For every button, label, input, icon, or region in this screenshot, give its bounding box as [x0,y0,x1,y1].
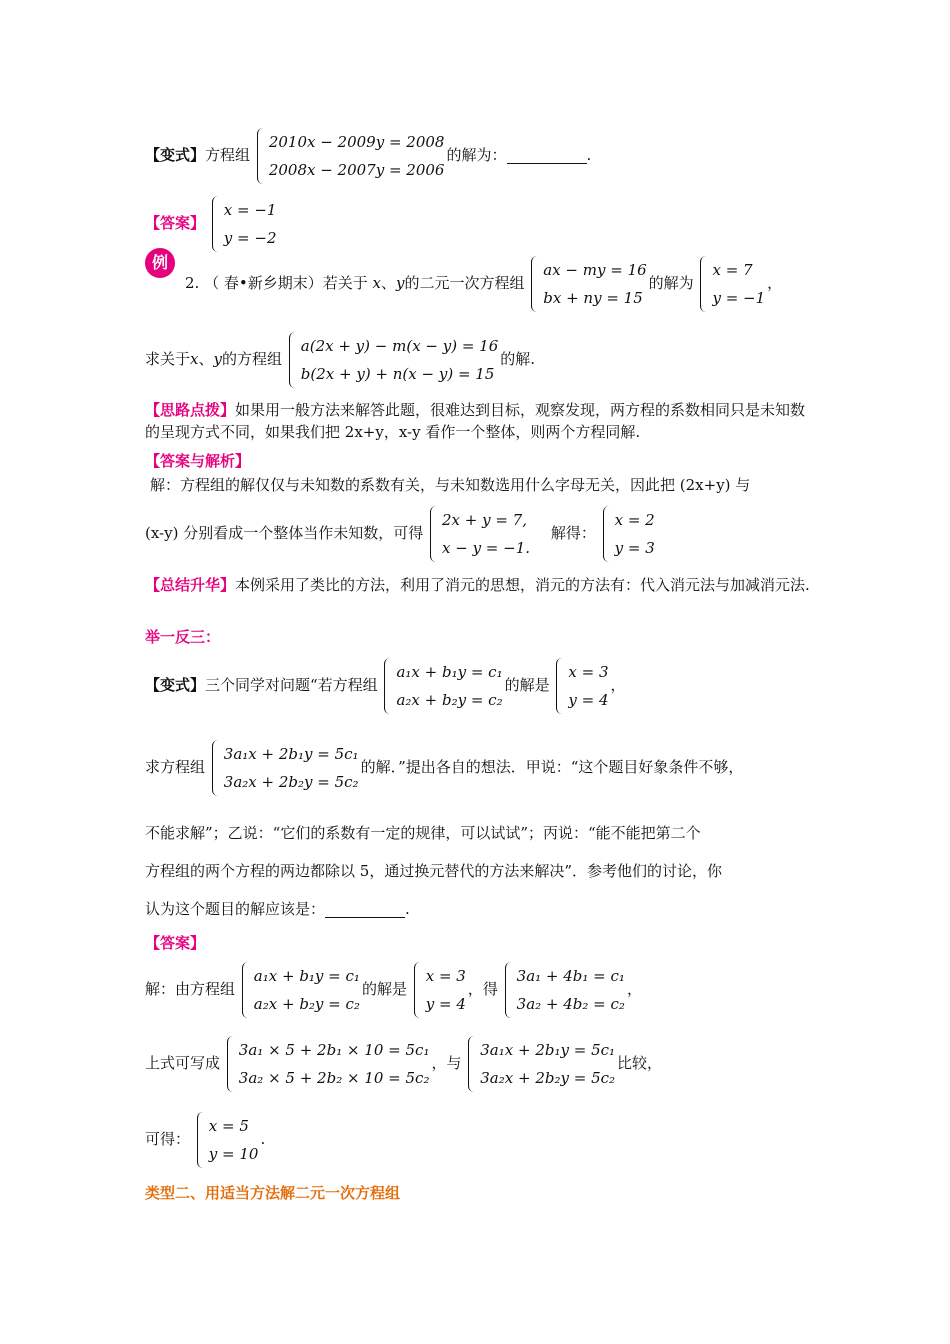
example-2-line-2 [145,332,535,388]
summary-tag: 【总结升华】 [145,576,236,594]
variant-text: 的解为： [446,146,507,164]
example-number: 2. [185,274,200,292]
equation: 3a₂x + 2b₂y = 5c₂ [223,773,359,791]
answer-tag: 【答案】 [145,934,206,952]
equation: 3a₂x + 2b₂y = 5c₂ [480,1069,616,1087]
equation-system [289,332,499,388]
period: . [405,900,410,918]
equation-system [531,256,646,312]
variant-tag: 【变式】 [145,676,206,694]
analysis-text: 解：方程组的解仅仅与未知数的系数有关，与未知数选用什么字母无关，因此把 (2x+y) 与 [150,476,751,494]
answer-text: 的解是 [361,980,407,998]
equation: 2010x − 2009y = 2008 [268,133,445,151]
separator: 、 [380,274,396,292]
equation: x = 5 [208,1117,249,1135]
equation: 3a₂ + 4b₂ = c₂ [516,995,625,1013]
equation: 3a₁x + 2b₁y = 5c₁ [223,745,359,763]
answer-text: 可得： [145,1130,191,1148]
solution-system [414,962,466,1018]
equation: b(2x + y) + n(x − y) = 15 [300,365,495,383]
analysis-line-1 [150,474,750,496]
answer-1 [145,196,279,252]
equation: x = 3 [568,663,609,681]
solution-system [603,506,655,562]
answer-2-line-2 [145,1036,662,1092]
analysis-line-2 [145,506,657,562]
equation: a₁x + b₁y = c₁ [396,663,503,681]
equation-system [430,506,530,562]
answer-text: 解：由方程组 [145,980,236,998]
equation-system [257,128,445,184]
equation-system [242,962,360,1018]
equation-system [212,740,359,796]
example-text: 的解. [500,350,536,368]
equation: 3a₁ + 4b₁ = c₁ [516,967,625,985]
var-x: x [372,274,381,292]
equation-system [505,962,625,1018]
equation: a₂x + b₂y = c₂ [253,995,360,1013]
section-title-text: 类型二、用适当方法解二元一次方程组 [145,1184,401,1202]
analysis-text: (x-y) 分别看成一个整体当作未知数，可得 [145,524,424,542]
solution-system [556,658,608,714]
variant-text: 不能求解”；乙说：“它们的系数有一定的规律，可以试试”；丙说：“能不能把第二个 [145,824,701,842]
solution-system [212,196,277,252]
variant-tag: 【变式】 [145,146,206,164]
variant-2-line-2 [145,740,743,796]
equation: 3a₁x + 2b₁y = 5c₁ [480,1041,616,1059]
answer-2-line-1 [145,962,642,1018]
solution-system [197,1112,259,1168]
answer-text: 比较， [617,1054,663,1072]
equation: 3a₁ × 5 + 2b₁ × 10 = 5c₁ [238,1041,430,1059]
variant-2-line-4 [145,860,722,882]
equation: ax − my = 16 [543,261,647,279]
summary-text: 本例采用了类比的方法，利用了消元的思想，消元的方法有：代入消元法与加减消元法. [235,576,810,594]
equation: x − y = −1. [442,539,531,557]
hint-paragraph [145,399,810,443]
var-x: x [190,350,199,368]
solution-system [700,256,765,312]
answer-blank [507,149,587,164]
equation: a₂x + b₂y = c₂ [396,691,503,709]
comma: ， [767,274,783,292]
practice-title [145,626,220,648]
practice-title-text: 举一反三： [145,628,221,646]
example-text: 求关于 [145,350,191,368]
variant-2-line-1 [145,658,626,714]
summary-paragraph [145,574,810,596]
equation: y = −1 [712,289,766,307]
separator: 、 [198,350,214,368]
variant-1 [145,128,591,184]
variant-2-line-5 [145,898,410,920]
variant-text: 三个同学对问题“若方程组 [205,676,378,694]
hint-tag: 【思路点拨】 [145,401,236,419]
equation: 2008x − 2007y = 2006 [268,161,445,179]
equation: x = 7 [712,261,753,279]
example-text: （ 春•新乡期末）若关于 [204,274,368,292]
example-badge: 例 [145,248,175,278]
equation-system [468,1036,615,1092]
var-y: y [213,350,222,368]
equation: a(2x + y) − m(x − y) = 16 [300,337,499,355]
variant-text: 的解．”提出各自的想法．甲说：“这个题目好象条件不够， [360,758,744,776]
comma: ， [610,676,626,694]
period: . [586,146,592,164]
equation: y = −2 [223,229,277,247]
equation-system [384,658,502,714]
equation: a₁x + b₁y = c₁ [253,967,360,985]
analysis-tag: 【答案与解析】 [145,452,251,470]
equation: y = 4 [425,995,466,1013]
example-2-line-1 [185,256,782,312]
answer-text: ，得 [467,980,498,998]
comma: ， [626,980,642,998]
analysis-tag-line [145,450,250,472]
equation: y = 3 [614,539,655,557]
equation-system [227,1036,430,1092]
example-text: 的方程组 [221,350,282,368]
variant-text: 方程组 [205,146,251,164]
hint-text: 如果用一般方法来解答此题，很难达到目标，观察发现，两方程的系数相同只是未知数的呈现方式不同，如果我们把 2x+y，x-y 看作一个整体，则两个方程同解. [145,401,806,441]
example-text: 的解为 [648,274,694,292]
section-title [145,1182,400,1204]
answer-text: 上式可写成 [145,1054,221,1072]
equation: x = −1 [223,201,277,219]
variant-text: 求方程组 [145,758,206,776]
variant-text: 认为这个题目的解应该是： [145,900,326,918]
equation: 2x + y = 7, [442,511,527,529]
answer-2-tag-line [145,932,205,954]
variant-text: 方程组的两个方程的两边都除以 5，通过换元替代的方法来解决”．参考他们的讨论，你 [145,862,722,880]
equation: y = 10 [208,1145,259,1163]
equation: y = 4 [568,691,609,709]
example-text: 的二元一次方程组 [404,274,525,292]
analysis-text: 解得： [550,524,596,542]
variant-2-line-3 [145,822,701,844]
answer-text: ，与 [431,1054,462,1072]
equation: 3a₂ × 5 + 2b₂ × 10 = 5c₂ [238,1069,430,1087]
equation: x = 2 [614,511,655,529]
equation: x = 3 [425,967,466,985]
answer-blank [325,903,405,918]
period: . [260,1130,266,1148]
answer-tag: 【答案】 [145,214,206,232]
var-y: y [395,274,405,292]
variant-text: 的解是 [504,676,550,694]
answer-2-line-3 [145,1112,265,1168]
equation: bx + ny = 15 [543,289,643,307]
